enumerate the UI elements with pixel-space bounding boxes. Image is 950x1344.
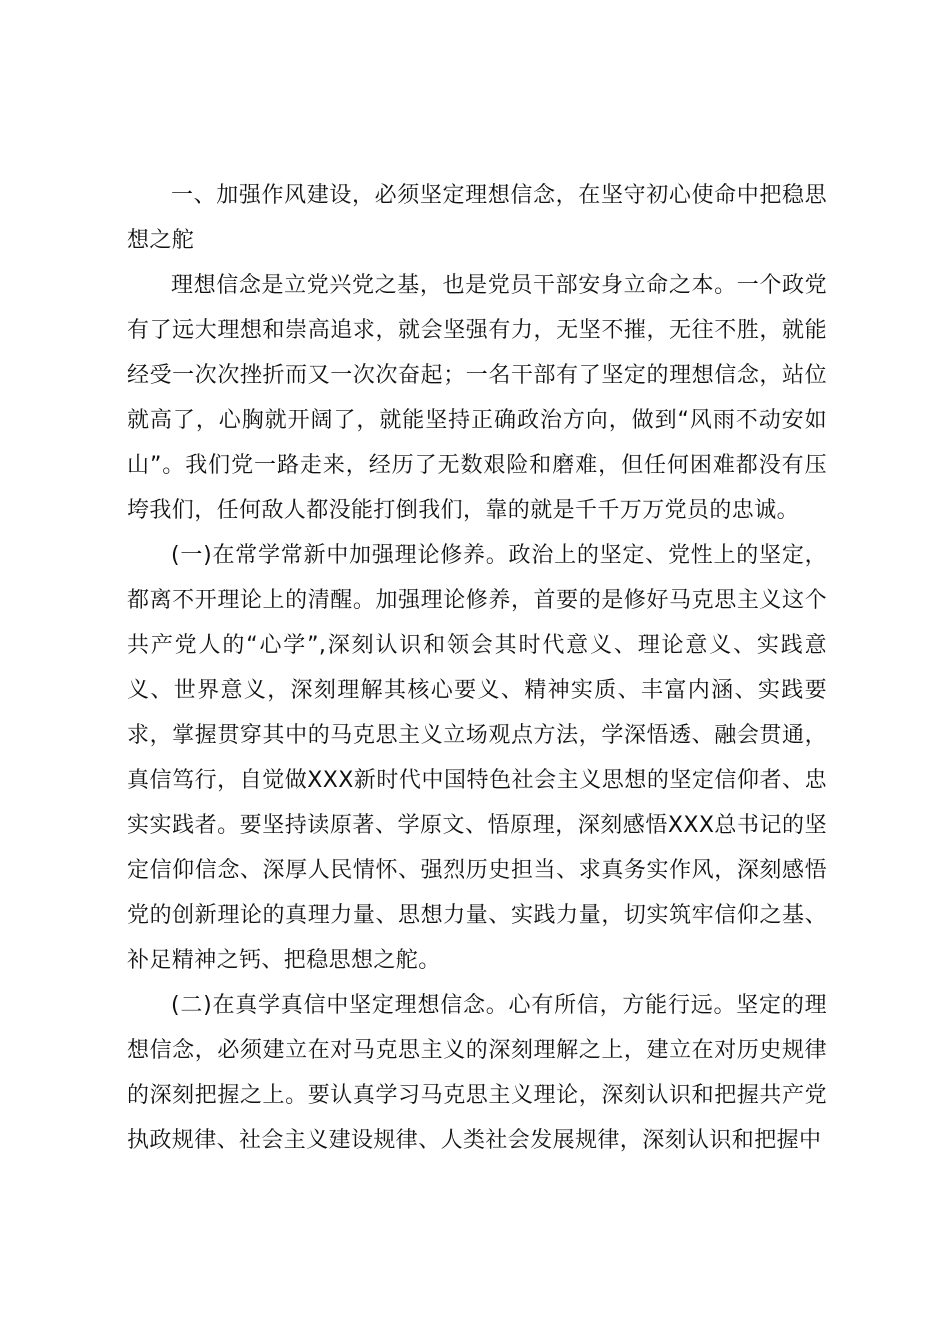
document-body [127,173,827,1163]
paragraph-ideals: 理想信念是立党兴党之基，也是党员干部安身立命之本。一个政党有了远大理想和崇高追求，就会坚强有力，无坚不摧，无往不胜，就能经受一次次挫折而又一次次奋起；一名干部有了坚定的理想信念，站位就高了，心胸就开阔了，就能坚持正确政治方向，做到“风雨不动安如山”。我们党一路走来，经历了无数艰险和磨难，但任何困难都没有压垮我们，任何敌人都没能打倒我们，靠的就是千千万万党员的忠诚。 [127,273,827,523]
paragraph-firm-belief: (二)在真学真信中坚定理想信念。心有所信，方能行远。坚定的理想信念，必须建立在对马克思主义的深刻理解之上，建立在对历史规律的深刻把握之上。要认真学习马克思主义理论，深刻认识和把握共产党执政规律、社会主义建设规律、人类社会发展规律，深刻认识和把握中 [127,993,827,1153]
section-heading: 一、加强作风建设，必须坚定理想信念，在坚守初心使命中把稳思想之舵 [127,183,827,253]
paragraph-theory-study: (一)在常学常新中加强理论修养。政治上的坚定、党性上的坚定，都离不开理论上的清醒。加强理论修养，首要的是修好马克思主义这个共产党人的“心学”,深刻认识和领会其时代意义、理论意义、实践意义、世界意义，深刻理解其核心要义、精神实质、丰富内涵、实践要求，掌握贯穿其中的马克思主义立场观点方法，学深悟透、融会贯通，真信笃行，自觉做XXX新时代中国特色社会主义思想的坚定信仰者、忠实实践者。要坚持读原著、学原文、悟原理，深刻感悟XXX总书记的坚定信仰信念、深厚人民情怀、强烈历史担当、求真务实作风，深刻感悟党的创新理论的真理力量、思想力量、实践力量，切实筑牢信仰之基、补足精神之钙、把稳思想之舵。 [127,543,827,973]
